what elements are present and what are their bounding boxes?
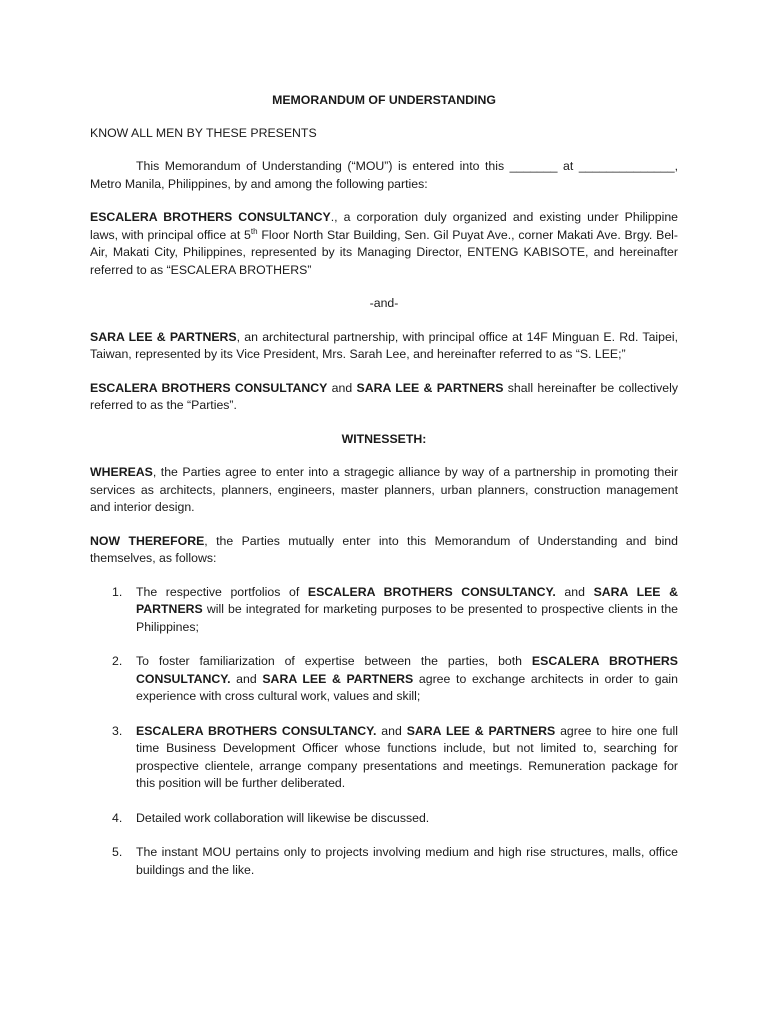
collective-text: shall hereinafter be collectively referred to as the “Parties”. — [90, 380, 678, 412]
party2-text: , an architectural partnership, with principal office at 14F Minguan E. Rd. Taipei, Taiwan, represented by its Vice President, Mrs. Sarah Lee, and hereinafter referred to as “S. LEE;” — [90, 329, 678, 361]
list-item-number: 3. — [112, 723, 123, 738]
list-item-number: 1. — [112, 584, 123, 599]
document-page — [90, 92, 678, 896]
collective-and: and — [327, 380, 357, 395]
list-item-text: Detailed work collaboration will likewise be discussed. — [136, 810, 430, 825]
now-therefore-text: , the Parties mutually enter into this Memorandum of Understanding and bind themselves, as follows: — [90, 533, 678, 565]
list-item — [90, 810, 678, 828]
list-item-party1: ESCALERA BROTHERS CONSULTANCY. — [307, 584, 556, 599]
list-item-text: and — [555, 584, 594, 599]
intro-paragraph: This Memorandum of Understanding (“MOU”) is entered into this _______ at ______________, Metro Manila, Philippines, by and among the following parties: — [90, 159, 678, 191]
now-therefore-paragraph — [90, 533, 678, 568]
list-item-text: The instant MOU pertains only to projects involving medium and high rise structures, malls, office buildings and the like. — [136, 845, 678, 877]
list-item-text: and — [376, 723, 407, 738]
list-item-text: agree to hire one full time Business Development Officer whose functions include, but not limited to, searching for prospective clientele, arrange company presentations and meetings. Remuneration package for this position will be further deliberated. — [136, 723, 678, 790]
list-item — [90, 653, 678, 706]
document-title: MEMORANDUM OF UNDERSTANDING — [272, 93, 496, 107]
collective-paragraph — [90, 380, 678, 415]
whereas-paragraph — [90, 464, 678, 517]
party1-text-b: Floor North Star Building, Sen. Gil Puyat Ave., corner Makati Ave. Brgy. Bel-Air, Makati City, Philippines, represented by its Managing Director, ENTENG KABISOTE, and hereinafter referred to as “ESCALERA BROTHERS” — [90, 227, 678, 277]
list-item-party2: SARA LEE & PARTNERS — [136, 584, 678, 616]
whereas-lead: WHEREAS — [90, 465, 153, 479]
list-item-number: 4. — [112, 810, 123, 825]
list-item-party1: ESCALERA BROTHERS CONSULTANCY. — [136, 654, 678, 686]
list-item-party1: ESCALERA BROTHERS CONSULTANCY. — [136, 723, 377, 738]
list-item-number: 5. — [112, 845, 123, 859]
list-item-party2: SARA LEE & PARTNERS — [262, 671, 414, 686]
now-therefore-lead: NOW THEREFORE — [90, 533, 205, 548]
list-item-text: agree to exchange architects in order to gain experience with cross cultural work, values and skill; — [136, 671, 678, 703]
party1-sup: th — [250, 226, 258, 236]
terms-list — [90, 584, 678, 880]
list-item-text: and — [230, 671, 263, 686]
list-item — [90, 584, 678, 637]
party2-name: SARA LEE & PARTNERS — [90, 329, 237, 344]
list-item — [90, 723, 678, 793]
collective-name1: ESCALERA BROTHERS CONSULTANCY — [90, 380, 328, 395]
party1-text-a: ., a corporation duly organized and existing under Philippine laws, with principal office at 5 — [90, 210, 679, 242]
list-item-text: will be integrated for marketing purposes to be presented to prospective clients in the Philippines; — [136, 602, 678, 634]
list-item-text: To foster familiarization of expertise between the parties, both — [136, 654, 532, 668]
whereas-text: , the Parties agree to enter into a stragegic alliance by way of a partnership in promoting their services as architects, planners, engineers, master planners, urban planners, construction management and interior design. — [90, 465, 678, 514]
and-separator: -and- — [369, 296, 399, 310]
collective-name2: SARA LEE & PARTNERS — [356, 380, 504, 395]
party2-paragraph — [90, 329, 678, 364]
list-item-party2: SARA LEE & PARTNERS — [406, 723, 556, 738]
list-item — [90, 844, 678, 879]
party1-name: ESCALERA BROTHERS CONSULTANCY — [90, 210, 331, 224]
party1-paragraph — [90, 209, 678, 279]
list-item-number: 2. — [112, 654, 123, 668]
know-all-line: KNOW ALL MEN BY THESE PRESENTS — [90, 125, 317, 140]
list-item-text: The respective portfolios of — [136, 584, 308, 599]
witnesseth-heading: WITNESSETH: — [341, 431, 427, 446]
